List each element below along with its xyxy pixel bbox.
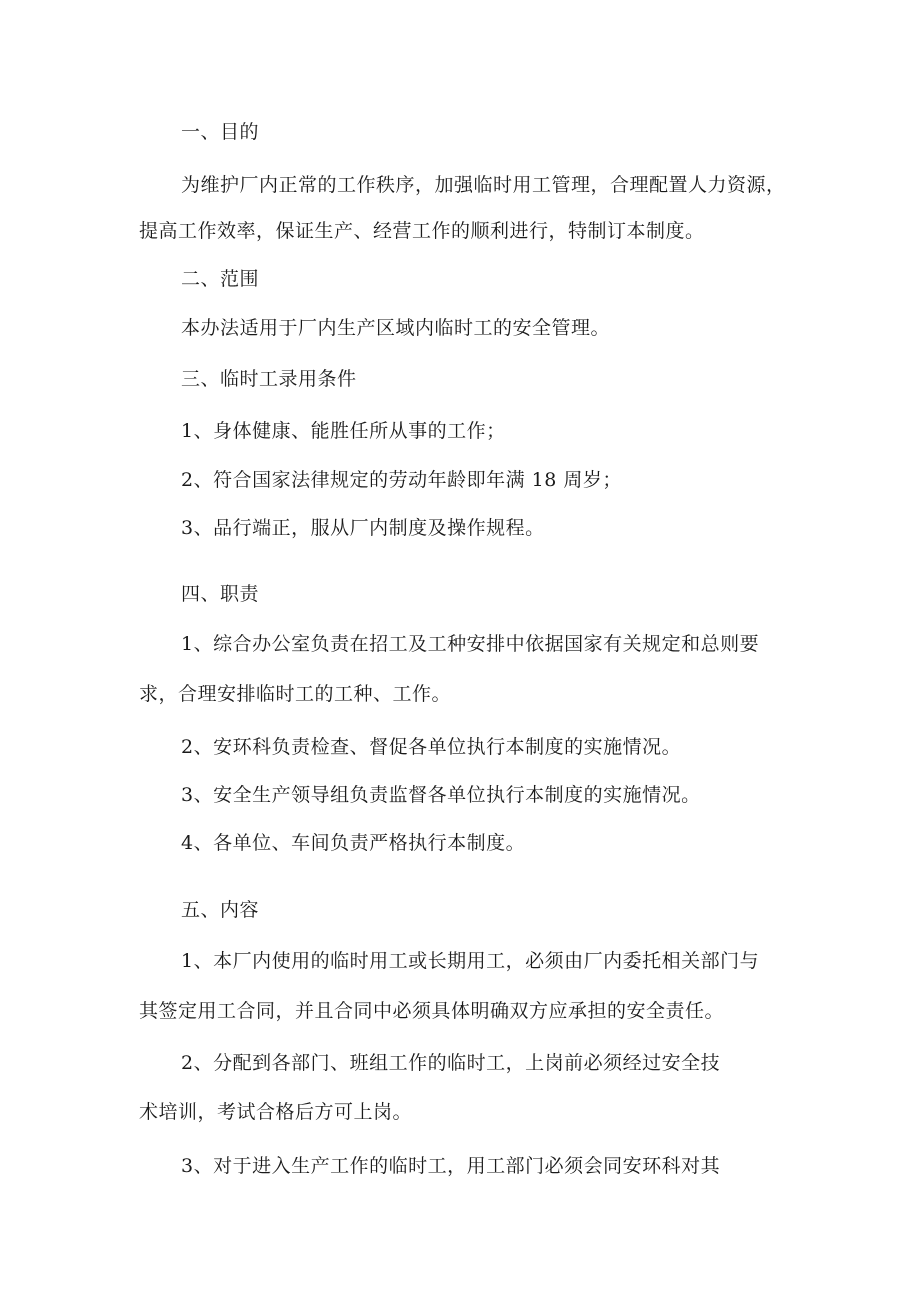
list-item: 1、综合办公室负责在招工及工种安排中依据国家有关规定和总则要 xyxy=(181,633,760,655)
list-item: 2、分配到各部门、班组工作的临时工，上岗前必须经过安全技 xyxy=(181,1052,721,1074)
paragraph-line: 为维护厂内正常的工作秩序，加强临时用工管理，合理配置人力资源， xyxy=(181,174,786,196)
paragraph-line: 求，合理安排临时工的工种、工作。 xyxy=(139,683,452,705)
list-item: 1、本厂内使用的临时用工或长期用工，必须由厂内委托相关部门与 xyxy=(181,950,760,972)
section-heading: 三、临时工录用条件 xyxy=(181,368,357,390)
section-heading: 一、目的 xyxy=(181,121,260,143)
list-item: 1、身体健康、能胜任所从事的工作； xyxy=(181,420,506,442)
paragraph-line: 本办法适用于厂内生产区域内临时工的安全管理。 xyxy=(181,317,611,339)
list-item: 3、安全生产领导组负责监督各单位执行本制度的实施情况。 xyxy=(181,784,701,806)
list-item: 4、各单位、车间负责严格执行本制度。 xyxy=(181,832,526,854)
list-item: 2、符合国家法律规定的劳动年龄即年满 18 周岁； xyxy=(181,469,622,491)
paragraph-line: 提高工作效率，保证生产、经营工作的顺利进行，特制订本制度。 xyxy=(139,220,705,242)
list-item: 2、安环科负责检查、督促各单位执行本制度的实施情况。 xyxy=(181,736,682,758)
list-item: 3、对于进入生产工作的临时工，用工部门必须会同安环科对其 xyxy=(181,1155,721,1177)
list-item: 3、品行端正，服从厂内制度及操作规程。 xyxy=(181,517,545,539)
section-heading: 五、内容 xyxy=(181,899,260,921)
section-heading: 四、职责 xyxy=(181,583,260,605)
paragraph-line: 其签定用工合同，并且合同中必须具体明确双方应承担的安全责任。 xyxy=(139,1000,725,1022)
section-heading: 二、范围 xyxy=(181,268,260,290)
paragraph-line: 术培训，考试合格后方可上岗。 xyxy=(139,1101,413,1123)
